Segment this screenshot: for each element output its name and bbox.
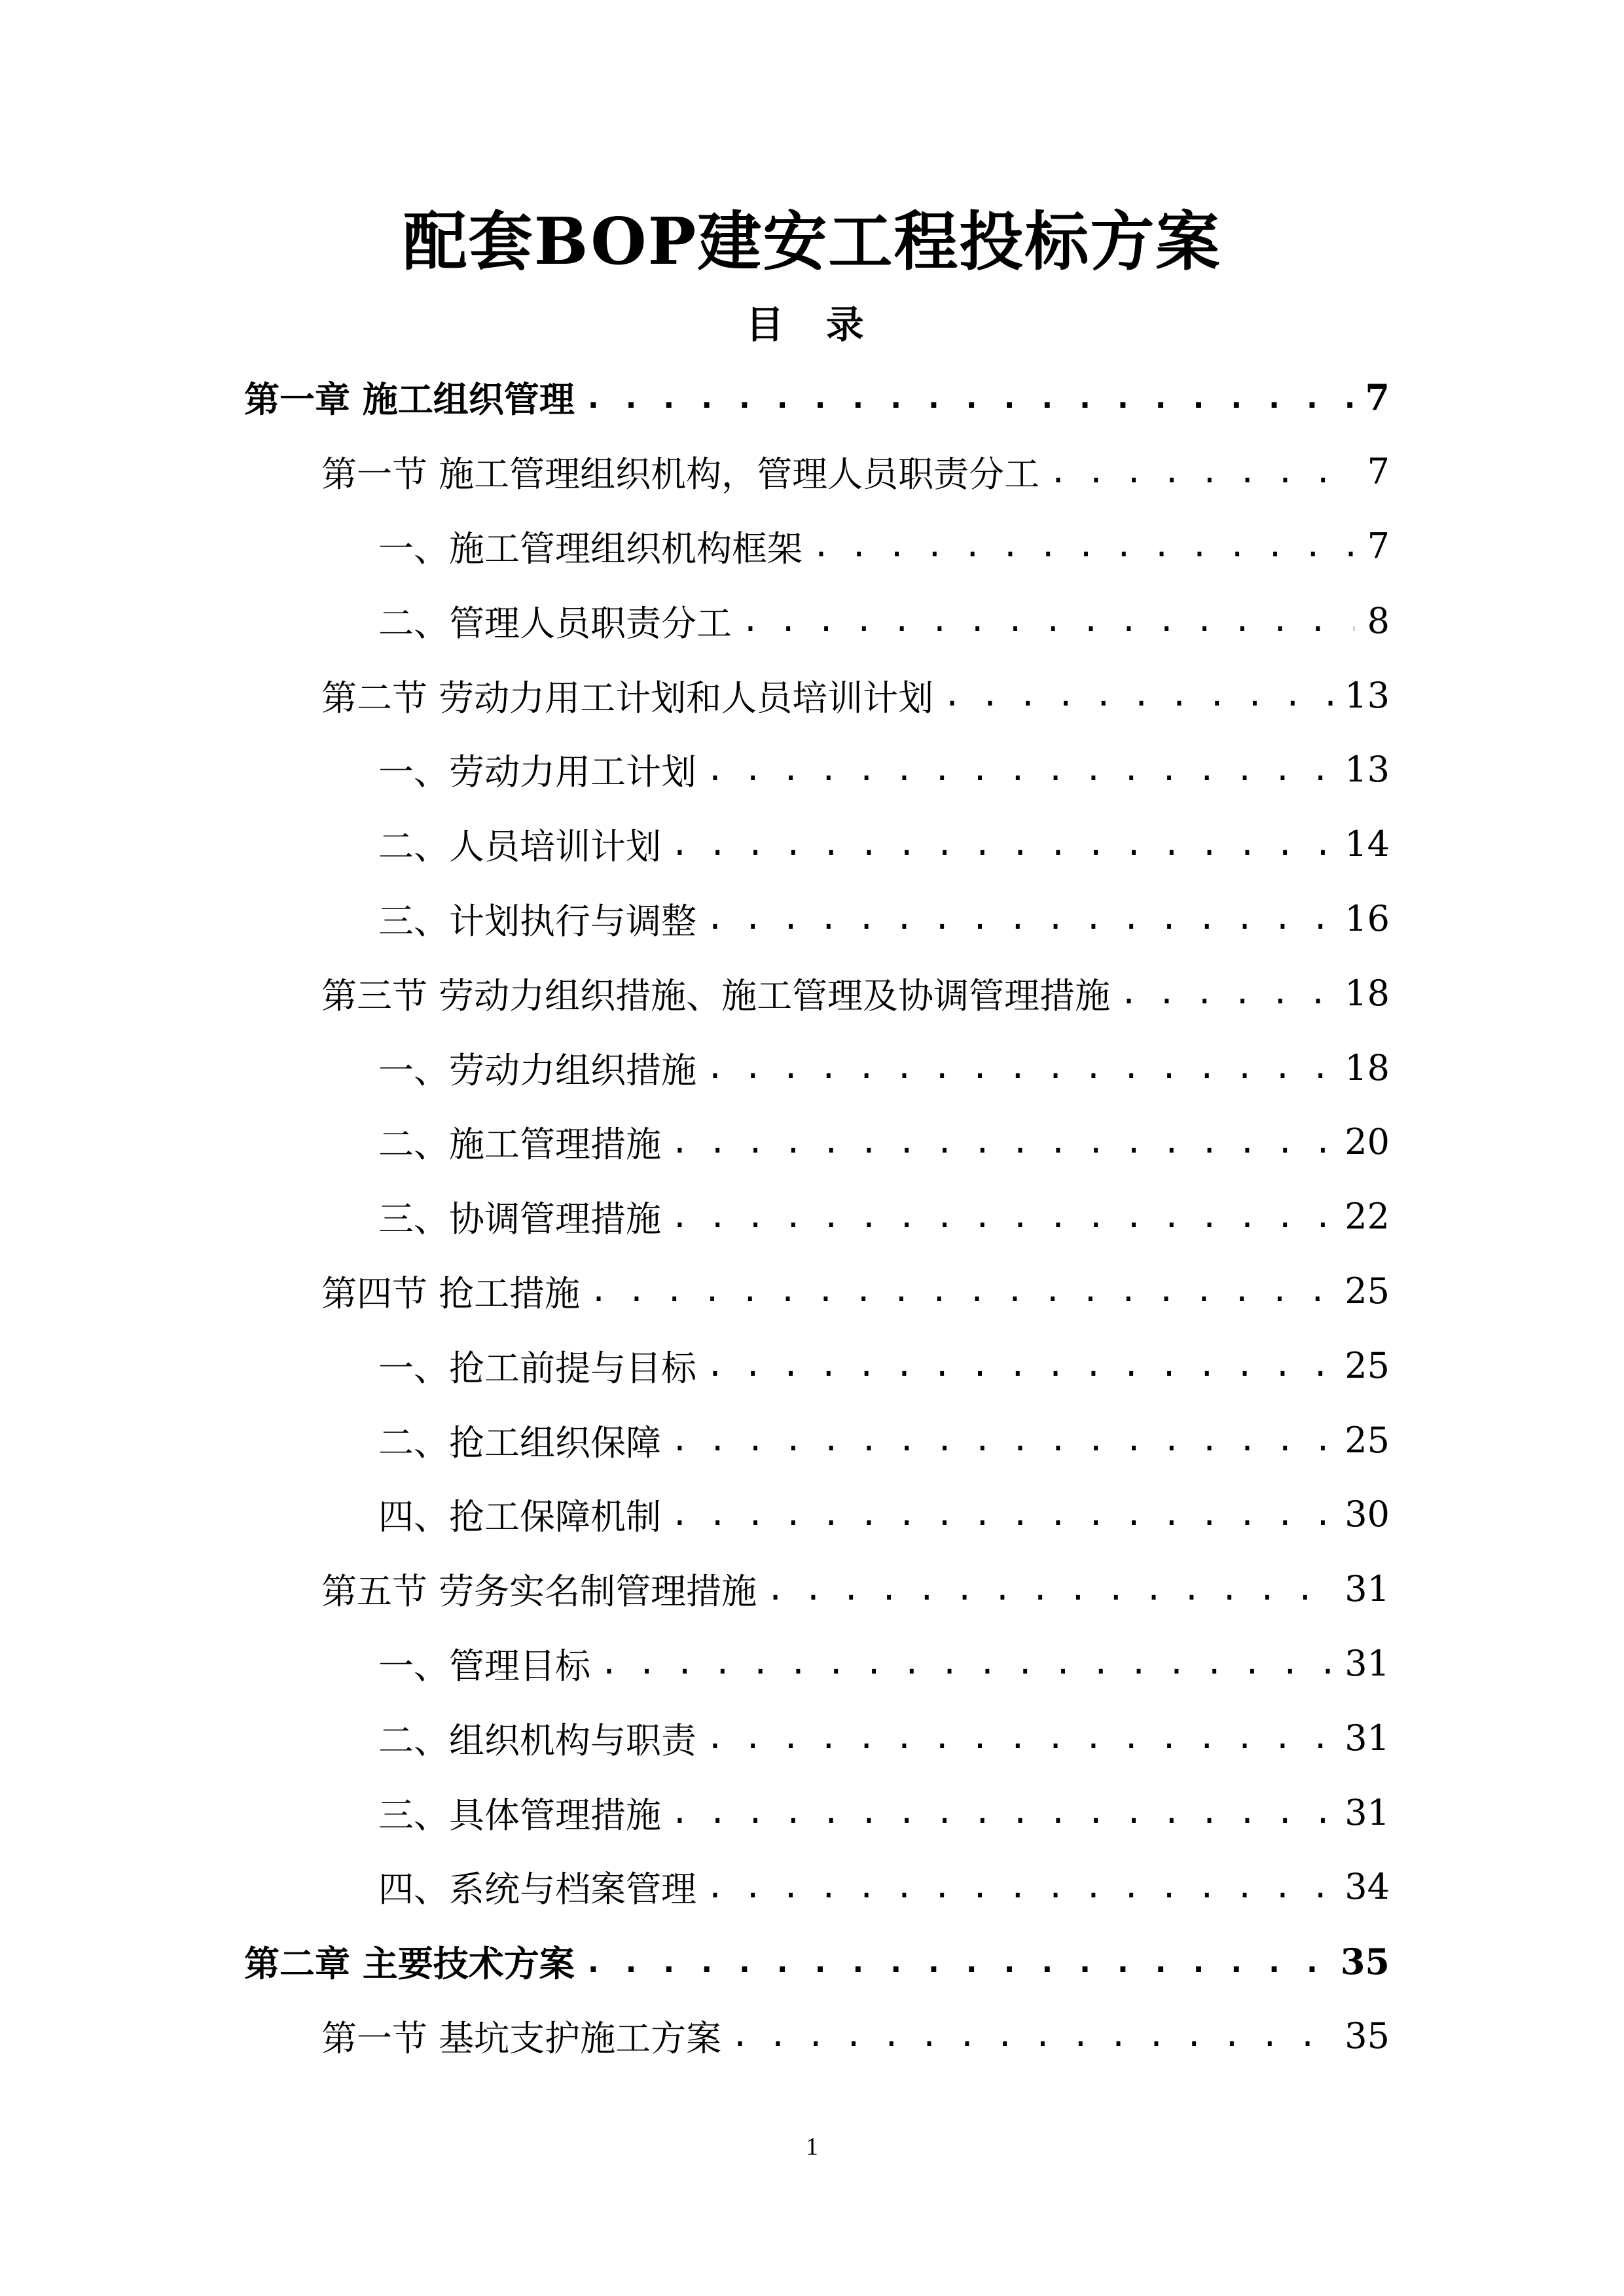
- toc-entry-page: 20: [1344, 1121, 1390, 1163]
- toc-entry-page: 14: [1344, 823, 1390, 865]
- toc-entry[interactable]: [244, 1403, 1390, 1477]
- toc-dot-leader: [943, 677, 1335, 713]
- toc-entry-page: 7: [1365, 376, 1390, 418]
- toc-entry-label: 第四节 抢工措施: [321, 1272, 581, 1314]
- toc-dot-leader: [670, 826, 1335, 863]
- toc-entry-page: 13: [1344, 674, 1390, 716]
- toc-dot-leader: [706, 1719, 1335, 1756]
- toc-entry[interactable]: [244, 1105, 1390, 1179]
- toc-entry[interactable]: [244, 882, 1390, 956]
- toc-entry[interactable]: [244, 1700, 1390, 1775]
- toc-dot-leader: [670, 1496, 1335, 1533]
- toc-dot-leader: [706, 1869, 1335, 1905]
- toc-entry-label: 二、施工管理措施: [378, 1124, 661, 1166]
- toc-entry[interactable]: [244, 583, 1390, 658]
- toc-entry-label: 一、劳动力用工计划: [378, 751, 696, 793]
- toc-entry[interactable]: [244, 435, 1390, 509]
- toc-entry-label: 第二章 主要技术方案: [244, 1943, 575, 1985]
- toc-entry-label: 三、计划执行与调整: [378, 900, 696, 942]
- toc-entry-label: 三、协调管理措施: [378, 1198, 661, 1240]
- toc-entry-page: 31: [1344, 1642, 1390, 1684]
- toc-dot-leader: [812, 528, 1354, 564]
- toc-entry-label: 一、管理目标: [378, 1645, 590, 1687]
- toc-dot-leader: [1119, 975, 1335, 1011]
- toc-dot-leader: [706, 900, 1335, 937]
- toc-entry[interactable]: [244, 1552, 1390, 1626]
- toc-dot-leader: [731, 2017, 1335, 2054]
- toc-dot-leader: [670, 1794, 1335, 1831]
- toc-dot-leader: [1049, 454, 1354, 490]
- toc-entry-page: 34: [1344, 1866, 1390, 1908]
- toc-entry[interactable]: [244, 1775, 1390, 1850]
- toc-dot-leader: [600, 1645, 1335, 1681]
- toc-entry-page: 7: [1367, 451, 1390, 493]
- toc-entry-label: 一、抢工前提与目标: [378, 1347, 696, 1389]
- toc-dot-leader: [741, 602, 1354, 639]
- toc-entry-label: 一、施工管理组织机构框架: [378, 528, 803, 569]
- toc-dot-leader: [706, 1347, 1335, 1384]
- toc-entry-page: 31: [1344, 1717, 1390, 1759]
- toc-dot-leader: [589, 1272, 1335, 1309]
- toc-entry-page: 13: [1344, 749, 1390, 791]
- toc-dot-leader: [584, 379, 1354, 416]
- toc-entry-label: 第一节 施工管理组织机构，管理人员职责分工: [321, 454, 1040, 495]
- toc-entry-label: 二、管理人员职责分工: [378, 602, 732, 644]
- toc-entry[interactable]: [244, 732, 1390, 807]
- page-number: 1: [806, 2133, 818, 2161]
- toc-entry[interactable]: [244, 1477, 1390, 1552]
- toc-entry-label: 四、抢工保障机制: [378, 1496, 661, 1538]
- toc-entry-label: 第二节 劳动力用工计划和人员培训计划: [321, 677, 934, 719]
- toc-entry-label: 三、具体管理措施: [378, 1794, 661, 1836]
- toc-entry-page: 25: [1344, 1419, 1390, 1461]
- toc-entry[interactable]: [244, 1999, 1390, 2073]
- toc-entry[interactable]: [244, 1328, 1390, 1403]
- toc-entry-page: 25: [1344, 1270, 1390, 1312]
- toc-entry[interactable]: [244, 360, 1390, 435]
- toc-entry[interactable]: [244, 956, 1390, 1030]
- toc-dot-leader: [670, 1124, 1335, 1160]
- toc-entry-label: 第五节 劳务实名制管理措施: [321, 1571, 757, 1613]
- toc-entry[interactable]: [244, 509, 1390, 584]
- toc-entry-page: 18: [1344, 1047, 1390, 1088]
- toc-dot-leader: [706, 1049, 1335, 1086]
- toc-entry-label: 一、劳动力组织措施: [378, 1049, 696, 1091]
- toc-entry-label: 二、人员培训计划: [378, 826, 661, 868]
- toc-entry-page: 25: [1344, 1344, 1390, 1386]
- toc-entry[interactable]: [244, 1924, 1390, 1999]
- toc-dot-leader: [670, 1422, 1335, 1458]
- toc-entry-label: 二、组织机构与职责: [378, 1719, 696, 1761]
- toc-entry-page: 22: [1344, 1196, 1390, 1238]
- toc-entry[interactable]: [244, 1254, 1390, 1329]
- toc-entry-label: 二、抢工组织保障: [378, 1422, 661, 1463]
- toc-dot-leader: [584, 1943, 1331, 1980]
- toc-dot-leader: [670, 1198, 1335, 1235]
- toc-entry-page: 16: [1344, 897, 1390, 939]
- toc-entry-page: 7: [1367, 525, 1390, 567]
- toc-entry-label: 第一节 基坑支护施工方案: [321, 2017, 722, 2059]
- toc-entry[interactable]: [244, 1850, 1390, 1924]
- toc-heading: 目 录: [746, 302, 878, 347]
- document-title: 配套BOP建安工程投标方案: [403, 204, 1221, 279]
- toc-dot-leader: [766, 1571, 1335, 1607]
- toc-entry[interactable]: [244, 1030, 1390, 1105]
- toc-entry[interactable]: [244, 658, 1390, 732]
- toc-entry-page: 35: [1340, 1940, 1390, 1982]
- toc-entry-page: 31: [1344, 1568, 1390, 1610]
- toc-entry-page: 18: [1344, 972, 1390, 1014]
- toc-entry-page: 30: [1344, 1494, 1390, 1535]
- toc-entry-page: 8: [1367, 600, 1390, 641]
- toc-entry[interactable]: [244, 807, 1390, 882]
- toc-entry-label: 第三节 劳动力组织措施、施工管理及协调管理措施: [321, 975, 1111, 1016]
- toc-entry-label: 第一章 施工组织管理: [244, 378, 575, 421]
- toc-entry-page: 31: [1344, 1791, 1390, 1833]
- toc-entry-label: 四、系统与档案管理: [378, 1869, 696, 1910]
- toc-entry[interactable]: [244, 1626, 1390, 1701]
- toc-entry-page: 35: [1344, 2015, 1390, 2056]
- table-of-contents: [244, 360, 1390, 2073]
- toc-dot-leader: [706, 751, 1335, 788]
- toc-entry[interactable]: [244, 1179, 1390, 1254]
